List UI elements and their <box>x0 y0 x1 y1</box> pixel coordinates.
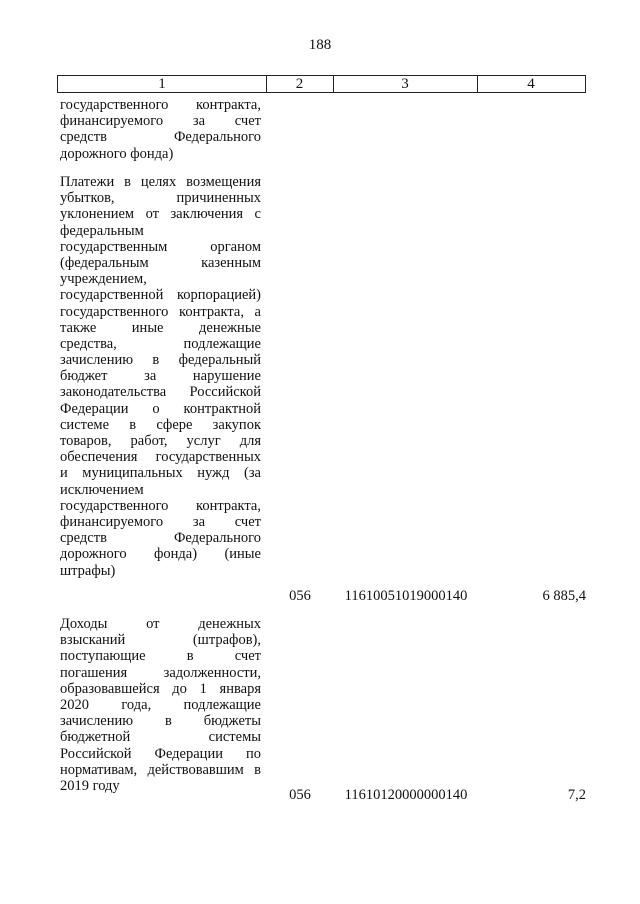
description-line: и муниципальных нужд (за <box>60 465 261 482</box>
description-line: государственной корпорацией) <box>60 287 261 304</box>
description-line: обеспечения государственных <box>60 449 261 466</box>
description-line: государственного контракта, а <box>60 303 261 320</box>
table-header-col-2: 2 <box>266 75 334 93</box>
description-line: учреждением, <box>60 271 147 288</box>
description-line: уклонением от заключения с <box>60 206 261 223</box>
row-description-fines <box>60 174 261 579</box>
table-header-col-1: 1 <box>57 75 267 93</box>
row-description-debt-fines <box>60 616 261 794</box>
description-line: также иные денежные <box>60 319 261 336</box>
description-line: системе в сфере закупок <box>60 416 261 433</box>
description-line: бюджетной системы <box>60 729 261 746</box>
description-line: средства, подлежащие <box>60 335 261 352</box>
description-line: бюджет за нарушение <box>60 368 261 385</box>
description-line: средств Федерального <box>60 530 261 547</box>
description-line: дорожного фонда) (иные <box>60 546 261 563</box>
description-line: федеральным <box>60 222 144 239</box>
description-line: Доходы от денежных <box>60 616 261 632</box>
description-line: финансируемого за счет <box>60 113 261 130</box>
description-line: Федерации о контрактной <box>60 400 261 417</box>
description-line: товаров, работ, услуг для <box>60 433 261 449</box>
row-amount: 7,2 <box>567 787 586 803</box>
description-line: средств Федерального <box>60 129 261 146</box>
row-kbk-code: 11610120000000140 <box>344 787 468 803</box>
description-line: Российской Федерации по <box>60 745 261 762</box>
description-line: государственного контракта, <box>60 97 261 113</box>
description-line: погашения задолженности, <box>60 664 261 681</box>
description-line: поступающие в счет <box>60 648 261 665</box>
description-line: зачислению в бюджеты <box>60 713 261 730</box>
description-line: зачислению в федеральный <box>60 352 261 369</box>
page-number: 188 <box>308 37 332 53</box>
description-line: законодательства Российской <box>60 384 261 401</box>
row-kbk-code: 11610051019000140 <box>344 588 468 604</box>
description-line: 2020 года, подлежащие <box>60 696 261 713</box>
description-line: штрафы) <box>60 562 116 579</box>
row-description-continuation <box>60 97 261 162</box>
row-admin-code: 056 <box>289 787 311 803</box>
description-line: взысканий (штрафов), <box>60 632 261 649</box>
description-line: финансируемого за счет <box>60 513 261 530</box>
description-line: Платежи в целях возмещения <box>60 174 261 190</box>
description-line: государственного контракта, <box>60 497 261 514</box>
description-line: (федеральным казенным <box>60 254 261 271</box>
description-line: нормативам, действовавшим в <box>60 761 261 778</box>
row-amount: 6 885,4 <box>542 588 586 604</box>
table-header-col-4: 4 <box>477 75 586 93</box>
description-line: исключением <box>60 481 144 498</box>
row-admin-code: 056 <box>289 588 311 604</box>
description-line: 2019 году <box>60 777 120 794</box>
description-line: убытков, причиненных <box>60 190 261 207</box>
description-line: государственным органом <box>60 238 261 255</box>
description-line: дорожного фонда) <box>60 145 174 162</box>
description-line: образовавшейся до 1 января <box>60 680 261 697</box>
table-header-col-3: 3 <box>333 75 478 93</box>
